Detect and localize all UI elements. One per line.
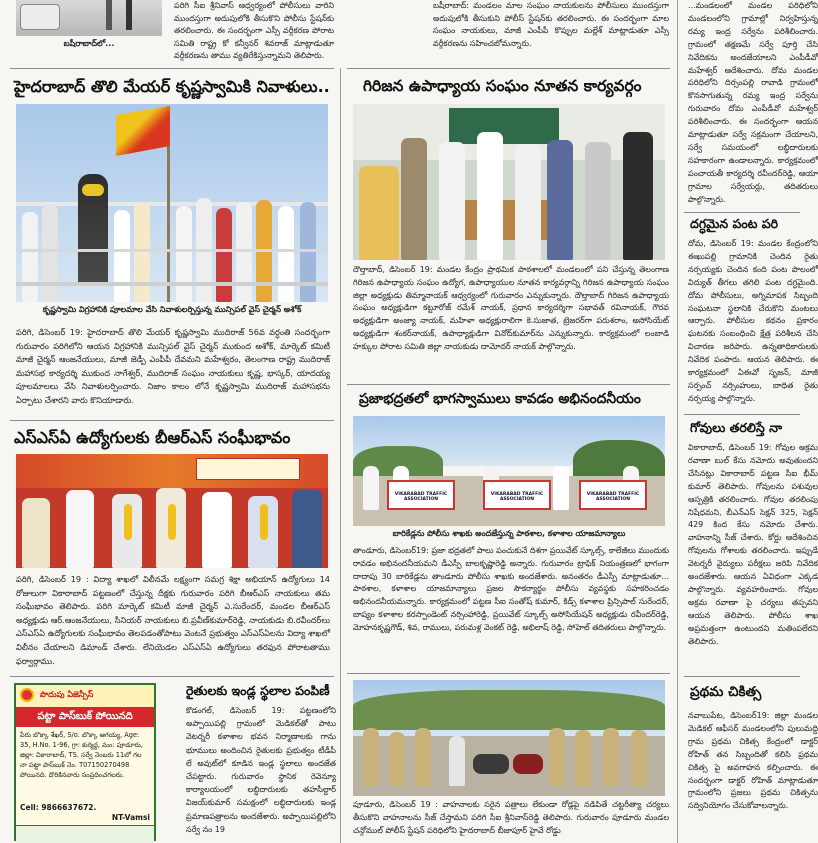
photo-tribal-teachers (353, 104, 665, 260)
column-2 (341, 0, 676, 843)
ad-body: పేరు బొక్కా శేఖర్, S/o. బొక్కా ఆగయ్య, Age: 35, H.No. 1-96, గ్రా: కుర్మిద్ద, మం: పూడూరు, జిల్లా: వికారాబాద్, TS. సర్వే నెంబరు 11లో గల నా పట్టా పాస్‌బుక్ నెం. T07150270498 పోయినది. దొరికినవారు సంప్రదించగలరు. (20, 731, 143, 779)
headline-cattle-transport: గోవులు తరలిస్తే నా (690, 420, 783, 435)
body-ssa-solidarity: పరిగి, డిసెంబర్ 19 : విద్యా శాఖలో విలీనమే లక్ష్యంగా సమగ్ర శిక్షా అభియాన్ ఉద్యోగులు 14 రోజులుగా వికారాబాద్ పట్టణంలో చేస్తున్న దీక్షకు గురువారం పరిగి బీఆర్ఎస్ నాయకులు తమ సంఘీభావం తెలిపారు. పరిగి మార్కెట్ కమిటీ మాజీ చైర్మన్ ఎ.సురేందర్, మండల బీఆర్ఎస్ అధ్యక్షుడు ఆర్.ఆంజనేయులు, సీనియర్ నాయకులు బి.ప్రవీణ్‌కుమార్‌రెడ్డి, నాయకుడు బి.రవీందర్‌లు ఎస్ఎస్ఏ ఉద్యోగులకు సంఘీభావం తెలపడంతోపాటు వెంటనే ప్రభుత్వం ఎస్ఎస్ఏలను విద్యా శాఖలో విలీనం చేయాలని డిమాండ్ చేశారు. లేనియెడల ఎస్ఎస్ఏ ఉద్యోగులు తరఫున పోరాటతాము ఫర్వార్గాము. (16, 574, 330, 666)
top-article-col3: ...మండలంలో మండల పరిధిలోని మండలంలోని గ్రామాల్లో నిర్వహిస్తున్న రమ్య ఇంద్ర సర్వేను పరిశీలించారు. గ్రామంలో తక్షణమే సర్వే పూర్తి చేసి నివేదికను అందజేయాలని ఎంపీడీవో మహేశ్వర్ ఆదేశించారు. దోమ మండల పరిధిలోని దిర్సంపల్లి రావాడి గ్రామంలో కొనసాగుతున్న రమ్య ఇంద్ర సర్వేను గురువారం దోమ ఎంపీడీవో మహేశ్వర్ పరిశీలించారు. ఈ సందర్భంగా ఆయన మాట్లాడుతూ సర్వే సక్రమంగా చేయాలని, సర్వే సమయంలో లబ్ధిదారులకు సహకారంగా ఉండాలన్నారు. కార్యక్రమంలో పంచాయతీ కార్యదర్శి రవీందర్‌రెడ్డి, ఆయా గ్రామాల సర్వేయర్లు, తదితరులు పాల్గొన్నారు. (688, 1, 818, 204)
photo-mayor-tribute (16, 104, 328, 302)
column-1 (0, 0, 340, 843)
headline-house-sites: రైతులకు ఇండ్ల స్థలాల పంపిణీ (186, 683, 330, 698)
body-cattle-transport: వికారాబాద్, డిసెంబర్ 19: గోవుల అక్రమ రవాణా బుల్ కేసు నమోదు అవుతుందని చేసినట్లు వికారాబాద్ పట్టణ సీఐ భీమ్ కుమార్ తెలిపారు. గోవులను పశువుల ఆస్పత్రికి తరలించారు. గోవుల తరలింపు నిషేధమని, బీఎన్ఎస్ సెక్షన్ 325, సెక్షన్ 429 కింద కేసు నమోదు చేశారు. వాహనాన్ని సీజ్ చేశారు. కోర్టు ఆదేశించిన గోవులను గోశాలకు తరలించారు. ఇప్పుడే వెటర్నరీ వైద్యులు పరీక్షలు జరిపి నివేదిక అందజేశారు. ఆయన ఏవిధంగా ఎక్కడ పాల్గొన్నారు. వ్యవహరించారు. గోవుల అక్రమ రవాణా పై చర్యలు తప్పవని ఆయన తెలిపారు. పోలీసు శాఖ అప్రమత్తంగా ఉంటుందని మతింపలేరని తెలిపారు. (688, 443, 818, 646)
column-3 (678, 0, 818, 843)
body-crop-fire: దోమ, డిసెంబర్ 19: మండల కేంద్రంలోని ఈఖుపల్లి గ్రామానికి చెందిన రైతు నర్సయ్యకు చెందిన కంది పంట పొలంలో విద్యుత్ తీగలు తగిలి పంట దగ్ధమైంది. దోమ పోలీసులు, అగ్నిమాపక సిబ్బంది సంఘటనా స్థలానికి చేరుకొని మంటలు ఆర్పారు. పోలీసుల కథనం ప్రకారం ఘటనకు సంబంధించి క్షేత్ర పరిశీలన చేసి విచారణ జరిపారు. ఉన్నతాధికారులకు నివేదిక పంపారు. ఆయన తెలిపారు. ఈ కార్యక్రమంలో ఏఈవో సృజన్, మాజీ సర్పంచ్ నర్సింహులు, బాధిత రైతు నర్సయ్య పాల్గొన్నారు. (688, 239, 818, 403)
top-photo-caption: బషీరాబాద్‌లో... (63, 39, 115, 48)
headline-crop-fire: దగ్ధమైన పంట పరి (690, 216, 778, 231)
ad-title: పట్టా పాస్‌బుక్ పోయినది (16, 707, 154, 727)
body-public-safety: తాండూరు, డిసెంబర్19: ప్రజా భద్రతలో పాలు పంచుకునే దిశగా ప్రయివేట్ స్కూల్స్, కాలేజీలు ముందుకు రావడం అభినందనీయమని డీఎస్పీ బాలకృష్ణారెడ్డి అన్నారు. గురువారం ట్రాఫిక్ నియంత్రణలో భాగంగా దాదాపు 30 బారికేడ్లను తాండూరు పోలీసు శాఖకు అందజేశారు. అనంతరం డీఎస్పీ మాట్లాడుతూ... పాఠశాల, కళాశాల యాజమాన్యాలు ప్రజల సౌకర్యార్థం పోలీసు వ్యవస్థకు సహకరించడం అభినందనీయమన్నారు. కార్యక్రమంలో పట్టణ సీఐ సంతోష్ కుమార్, కిడ్స్ కళాశాల ప్రిన్సిపాల్ సురేందర్, బాష్యం కళాశాల కరస్పాండెంట్ నర్సింహారెడ్డి, ప్రయివేట్ స్కూల్స్ అసోసియేషన్ అధ్యక్షుడు రవీందర్‌రెడ్డి, మోహనకృష్ణగౌడ్, శివ, రాములు, పరుమళ్ల వెంకట్ రెడ్డి, అభిలాష్ రెడ్డి, సోహెల్ తదితరులు పాల్గొన్నారు. (353, 546, 669, 632)
ad-banner-text: పొదుపు ఏజెన్సీస్ (40, 690, 94, 699)
barricade-text-1: VIKARABAD TRAFFIC ASSOCIATION (394, 492, 448, 502)
body-tribal-teachers: దౌల్తాబాద్, డిసెంబర్ 19: మండల కేంద్రం ప్రాథమిక పాఠశాలలో మండలంలో పని చేస్తున్న తెలంగాణ గిరిజన ఉపాధ్యాయ సంఘం ఉద్యోగ, ఉపాధ్యాయుల నూతన కార్యవర్గాన్ని గిరిజన ఉపాధ్యాయ సంఘం జిల్లా అధ్యక్షుడు తిమ్మానాయక్ ఆధ్వర్యంలో గురువారం ఎన్నుకున్నారు. దౌల్తాబాద్ గిరిజన ఉపాధ్యాయ సంఘం అధ్యక్షుడిగా కట్టూరోజ్ రమేశ్ నాయక్, ప్రధాన కార్యదర్శిగా సభావత్ రవినాయక్, గౌరవ అధ్యక్షుడిగా అంజ్యా నాయక్, మహిళా అధ్యక్షురాలిగా కె.సుజాత, ట్రెజరర్‌గా పరుశరాం, అసోసియేట్ అధ్యక్షుడిగా శంకర్‌నాయక్, ఉపాధ్యాక్షుడిగా వినోద్‌కుమార్‌ను ఎన్నుకున్నారు. కార్యక్రమంలో లంబాడి హక్కుల పోరాట సమితి జిల్లా నాయకుడు దామోదర్ నాయక్ పాల్గొన్నారు. (353, 265, 669, 351)
headline-public-safety: ప్రజాభద్రతలో భాగస్వాములు కావడం అభినందనీయం (359, 391, 641, 407)
body-mayor-tribute: పరిగి, డిసెంబర్ 19: హైదరాబాద్ తొలి మేయర్ కృష్ణస్వామి ముదిరాజ్ 56వ వర్ధంతి సందర్భంగా గురువారం పరిగిలోని ఆయన విగ్రహానికి మున్సిపల్ వైస్ చైర్మన్ ముకుంద అశోక్, మార్కెట్ కమిటీ మాజీ చైర్మన్ ఆంజనేయులు, మాజీ జెడ్పీ ఎంపీపీ దేవమని మహేశ్వరం, తెలంగాణ రాష్ట్ర ముదిరాజ్ మహాసభ కార్యదర్శి ముకుంద నాగేశ్వర్, ముదిరాజ్ సంఘం నాయకులు కృష్ణ, భాస్కర్, యాదయ్య పూలమాలలు వేసి నివాళులర్పించారు. నిజాం కాలం లోనే కృష్ణస్వామి ముదిరాజ్ మహాసభను ఏర్పాటు చేశారని వారు కొనియాడారు. (16, 327, 330, 405)
top-photo (16, 0, 162, 36)
caption-public-safety: బారికేడ్లను పోలీసు శాఖకు అందజేస్తున్న పాఠశాల, కళాశాల యాజమాన్యాలు (392, 529, 626, 538)
photo-public-safety (353, 416, 665, 526)
headline-ssa-solidarity: ఎస్ఎస్ఏ ఉద్యోగులకు బీఆర్ఎస్ సంఘీభావం (14, 428, 291, 447)
headline-first-aid: ప్రథమ చికిత్స (690, 684, 762, 700)
body-first-aid: నవాబుపేట, డిసెంబర్19: జిల్లా మండల మెడికల్ ఆఫీసర్ మండలంలోని పులుమద్ది గ్రామ ప్రథమ చికిత్స కేంద్రంలో డాక్టర్ రోహిత్ తన సిబ్బందితో కలిసి ప్రథమ చికిత్స పై అవగాహన కల్పించారు. ఈ సందర్భంగా డాక్టర్ రోహిత్ మాట్లాడుతూ గ్రామంలోని ప్రజలు ప్రథమ చికిత్సను సద్వినియోగం చేసుకోవాలన్నారు. (688, 711, 818, 811)
barricade-text-2: VIKARABAD TRAFFIC ASSOCIATION (490, 492, 544, 502)
photo-ssa-solidarity (16, 454, 328, 568)
headline-mayor-tribute: హైదరాబాద్ తొలి మేయర్ కృష్ణస్వామికి నివాళులు.. (14, 77, 330, 96)
top-article-col2: బషీరాబాద్: మండలం మాల సంఘం నాయకులను పోలీసులు ముందస్తుగా అదుపులోకి తీసుకుని పోలీస్ స్టేషన్‌కు తరలించారు. ఈ సందర్భంగా మాల సంఘం నాయకులు, మాజీ ఎంపీపీ కొప్పుల మల్లేశ్ మాట్లాడుతూ ఎస్సీ వర్గీకరణను సహించబోమన్నారు. (433, 1, 669, 48)
body-house-sites: కొడంగల్, డిసెంబర్ 19: పట్టణంలోని అప్పాయిపల్లి గ్రామంలో మెడికల్‌తో పాటు వెటర్నరీ కళాశాల భవన నిర్మాణాలకు గాను భూములు అందించిన రైతులకు ప్రభుత్వం టీడీపీ లే అవుట్‌లో కూడిన ఇండ్ల స్థలాలు అందజేత చేపట్టారు. గురువారం స్థానిక రెవెన్యూ కార్యాలయంలో లబ్ధిదారులకు తహసీల్దార్ విజయ్‌కుమార్ సమక్షంలో లబ్ధిదారులకు ఇండ్ల ప్రమాణపత్రాలను అందజేశారు. అప్పాయిపల్లిలోని సర్వే నం 19 (186, 706, 336, 834)
barricade-text-3: VIKARABAD TRAFFIC ASSOCIATION (586, 492, 640, 502)
ad-phone: Cell: 9866637672. (20, 803, 97, 812)
headline-tribal-teachers: గిరిజన ఉపాధ్యాయ సంఘం నూతన కార్యవర్గం (363, 77, 642, 95)
ad-logo-icon (20, 688, 34, 702)
top-article-text: పరిగి సీఐ శ్రీనివాస్ ఆధ్వర్యంలో పోలీసులు వారిని ముందస్తుగా అదుపులోకి తీసుకొని పోలీసు స్టేషన్‌కు తరలించారు. ఈ సందర్భంగా ఎస్సీ వర్గీకరణ పోరాట సమితి రాష్ట్ర కో కన్వీనర్ శివరాజ్ మాట్లాడుతూ వర్గీకరణను తాము వ్యతిరేకిస్తున్నామని తెలిపారు. (174, 1, 334, 60)
photo-vehicle-check (353, 680, 665, 796)
body-vehicle-check: పూడూరు, డిసెంబర్ 19 : వాహనాలకు సరైన పత్రాలు లేకుండా రోడ్లపై నడిపితే చట్టరీత్యా చర్యలు తీసుకొని వాహనాలను సీజ్ చేస్తామని పరిగి సీఐ శ్రీనివాస్‌రెడ్డి తెలిపారు. గురువారం పూడూరు మండల చన్గోముల్ పోలీస్ స్టేషన్ పరిధిలోని హైదరాబాద్ బీజాపూర్ హైవే రోడ్డు (353, 800, 669, 835)
ad-footer: NT-Vamsi (111, 813, 150, 822)
ad-banner (16, 685, 154, 707)
caption-mayor-tribute: కృష్ణస్వామి విగ్రహానికి పూలమాల వేసి నివాళులర్పిస్తున్న మున్సిపల్ వైస్ చైర్మన్ అశోక్ (42, 305, 302, 314)
classified-ad (14, 683, 156, 841)
